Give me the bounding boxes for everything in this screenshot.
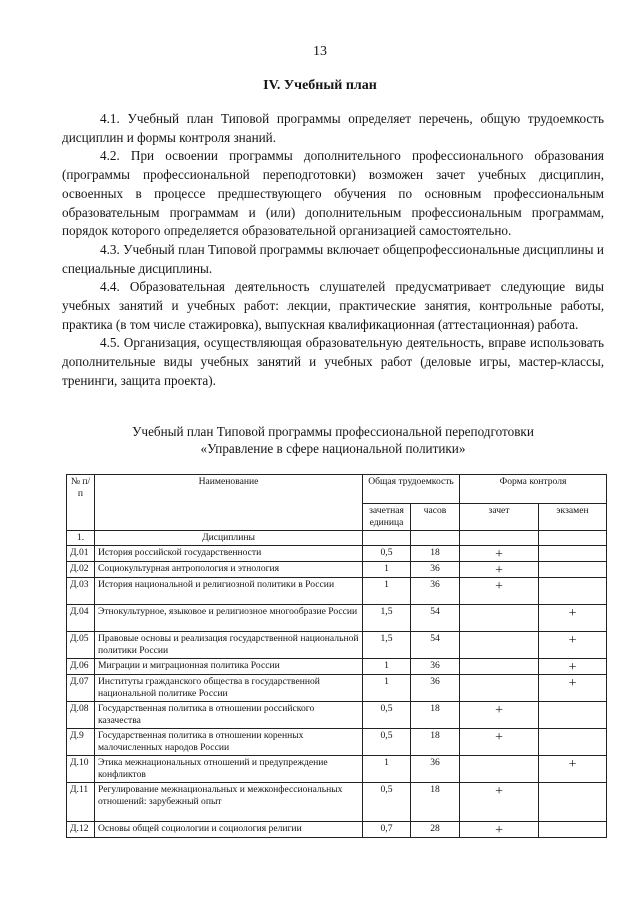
table-title <box>62 423 604 457</box>
curriculum-table <box>66 474 607 838</box>
exam-mark-symbol: + <box>568 633 577 648</box>
exam-mark <box>539 783 607 822</box>
zachet-mark <box>460 632 539 659</box>
table-row <box>67 822 607 838</box>
table-row <box>67 783 607 822</box>
discipline-name: История российской государственности <box>95 546 363 562</box>
table-title-line-1: Учебный план Типовой программы профессиональной переподготовки <box>132 424 534 439</box>
discipline-name: Государственная политика в отношении российского казачества <box>95 702 363 729</box>
exam-mark <box>539 756 607 783</box>
zachet-mark-symbol: + <box>495 547 503 562</box>
exam-mark <box>539 562 607 578</box>
zachet-mark <box>460 546 539 562</box>
paragraph-4-4: 4.4. Образовательная деятельность слушателей предусматривает следующие виды учебных занятий и учебных работ: лекции, практические занятия, контрольные работы, практика (в том числе стажировка), выпускная квалификационная (аттестационная) работа. <box>62 279 604 332</box>
exam-mark-symbol: + <box>568 676 577 691</box>
credits-value: 1 <box>363 578 411 605</box>
zachet-mark-symbol: + <box>495 823 503 838</box>
discipline-code: Д.02 <box>67 562 95 578</box>
exam-mark-symbol: + <box>568 606 577 621</box>
body-text <box>62 110 604 391</box>
hours-value: 54 <box>411 632 460 659</box>
discipline-code: Д.05 <box>67 632 95 659</box>
discipline-code: Д.11 <box>67 783 95 822</box>
hours-value: 36 <box>411 659 460 675</box>
discipline-code: Д.03 <box>67 578 95 605</box>
zachet-mark <box>460 675 539 702</box>
credits-value: 1,5 <box>363 605 411 632</box>
exam-mark <box>539 605 607 632</box>
table-row <box>67 675 607 702</box>
paragraph-4-3: 4.3. Учебный план Типовой программы включает общепрофессиональные дисциплины и специальные дисциплины. <box>62 241 604 276</box>
hours-value: 54 <box>411 605 460 632</box>
paragraph-4-2: 4.2. При освоении программы дополнительного профессионального образования (программы профессиональной переподготовки) возможен зачет учебных дисциплин, освоенных в процессе предшествующего обучения по основным профессиональным образовательным программам и (или) дополнительным профессиональным программам, порядок которого определяется образовательной организацией самостоятельно. <box>62 148 604 239</box>
page-number: 13 <box>313 44 327 59</box>
hours-value: 36 <box>411 562 460 578</box>
credits-value: 0,7 <box>363 822 411 838</box>
credits-value: 1 <box>363 659 411 675</box>
exam-mark <box>539 675 607 702</box>
discipline-code: Д.08 <box>67 702 95 729</box>
header-zachet: зачет <box>460 504 539 531</box>
credits-value: 1 <box>363 756 411 783</box>
header-name: Наименование <box>95 475 363 531</box>
discipline-code: Д.01 <box>67 546 95 562</box>
hours-value: 18 <box>411 729 460 756</box>
exam-mark <box>539 578 607 605</box>
zachet-mark <box>460 729 539 756</box>
exam-mark <box>539 546 607 562</box>
header-workload: Общая трудоемкость <box>363 475 460 504</box>
zachet-mark-symbol: + <box>495 703 503 718</box>
table-title-line-2: «Управление в сфере национальной политики» <box>200 441 466 456</box>
table-row <box>67 756 607 783</box>
header-control: Форма контроля <box>460 475 607 504</box>
discipline-name: Этика межнациональных отношений и предупреждение конфликтов <box>95 756 363 783</box>
hours-value: 36 <box>411 675 460 702</box>
table-row <box>67 578 607 605</box>
exam-mark <box>539 632 607 659</box>
hours-value: 18 <box>411 546 460 562</box>
zachet-mark <box>460 783 539 822</box>
discipline-code: Д.12 <box>67 822 95 838</box>
paragraph-4-1: 4.1. Учебный план Типовой программы определяет перечень, общую трудоемкость дисциплин и формы контроля знаний. <box>62 111 604 145</box>
hours-value: 28 <box>411 822 460 838</box>
discipline-name: Правовые основы и реализация государственной национальной политики России <box>95 632 363 659</box>
credits-value: 0,5 <box>363 702 411 729</box>
section-row <box>67 531 607 546</box>
exam-mark <box>539 822 607 838</box>
discipline-code: Д.04 <box>67 605 95 632</box>
exam-mark <box>539 729 607 756</box>
table-row <box>67 605 607 632</box>
discipline-code: Д.07 <box>67 675 95 702</box>
discipline-name: Миграции и миграционная политика России <box>95 659 363 675</box>
discipline-name: Государственная политика в отношении коренных малочисленных народов России <box>95 729 363 756</box>
empty-cell <box>539 531 607 546</box>
hours-value: 18 <box>411 783 460 822</box>
exam-mark <box>539 659 607 675</box>
credits-value: 0,5 <box>363 729 411 756</box>
table-row <box>67 659 607 675</box>
table-row <box>67 729 607 756</box>
discipline-name: История национальной и религиозной политики в России <box>95 578 363 605</box>
discipline-name: Основы общей социологии и социология религии <box>95 822 363 838</box>
empty-cell <box>411 531 460 546</box>
hours-value: 18 <box>411 702 460 729</box>
zachet-mark <box>460 562 539 578</box>
header-credits: зачетная единица <box>363 504 411 531</box>
zachet-mark <box>460 659 539 675</box>
table-row <box>67 702 607 729</box>
hours-value: 36 <box>411 756 460 783</box>
discipline-code: Д.9 <box>67 729 95 756</box>
zachet-mark <box>460 822 539 838</box>
zachet-mark <box>460 702 539 729</box>
table-row <box>67 562 607 578</box>
discipline-code: Д.06 <box>67 659 95 675</box>
zachet-mark-symbol: + <box>495 730 503 745</box>
table-row <box>67 546 607 562</box>
empty-cell <box>460 531 539 546</box>
header-num: № п/п <box>67 475 95 531</box>
credits-value: 1,5 <box>363 632 411 659</box>
credits-value: 1 <box>363 675 411 702</box>
table-row <box>67 632 607 659</box>
discipline-code: Д.10 <box>67 756 95 783</box>
exam-mark-symbol: + <box>568 660 577 675</box>
zachet-mark <box>460 756 539 783</box>
header-exam: экзамен <box>539 504 607 531</box>
credits-value: 1 <box>363 562 411 578</box>
zachet-mark <box>460 578 539 605</box>
zachet-mark-symbol: + <box>495 579 503 594</box>
header-hours: часов <box>411 504 460 531</box>
discipline-name: Институты гражданского общества в государственной национальной политике России <box>95 675 363 702</box>
zachet-mark <box>460 605 539 632</box>
discipline-name: Социокультурная антропология и этнология <box>95 562 363 578</box>
section-name: Дисциплины <box>95 531 363 546</box>
discipline-name: Этнокультурное, языковое и религиозное многообразие России <box>95 605 363 632</box>
zachet-mark-symbol: + <box>495 784 503 799</box>
credits-value: 0,5 <box>363 546 411 562</box>
discipline-name: Регулирование межнациональных и межконфессиональных отношений: зарубежный опыт <box>95 783 363 822</box>
exam-mark-symbol: + <box>568 757 577 772</box>
hours-value: 36 <box>411 578 460 605</box>
exam-mark <box>539 702 607 729</box>
empty-cell <box>363 531 411 546</box>
zachet-mark-symbol: + <box>495 563 503 578</box>
section-num: 1. <box>67 531 95 546</box>
paragraph-4-5: 4.5. Организация, осуществляющая образовательную деятельность, вправе использовать дополнительные виды учебных занятий и учебных работ (деловые игры, мастер-классы, тренинги, защита проекта). <box>62 335 604 388</box>
credits-value: 0,5 <box>363 783 411 822</box>
section-title: IV. Учебный план <box>263 78 377 93</box>
